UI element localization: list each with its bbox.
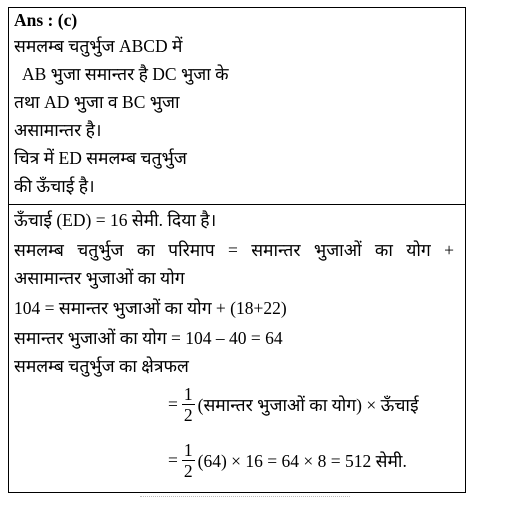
- perimeter-word: योग: [406, 240, 431, 260]
- perimeter-word: परिमाप: [168, 240, 215, 260]
- given-line-2: AB भुजा समान्तर है DC भुजा के: [22, 64, 229, 84]
- given-line-6: की ऊँचाई है।: [14, 176, 95, 196]
- half-fraction: [182, 384, 195, 425]
- perimeter-word: +: [444, 240, 454, 260]
- result-rest: (64) × 16 = 64 × 8 = 512 सेमी.: [197, 450, 407, 471]
- height-line: ऊँचाई (ED) = 16 सेमी. दिया है।: [14, 210, 217, 230]
- perimeter-word: चतुर्भुज: [77, 240, 124, 260]
- area-result: [168, 440, 407, 481]
- area-formula: [168, 384, 419, 425]
- fraction-numerator: 1: [183, 440, 193, 460]
- fraction-denominator: 2: [183, 405, 193, 425]
- perimeter-line-b: असामान्तर भुजाओं का योग: [14, 268, 185, 288]
- given-line-3: तथा AD भुजा व BC भुजा: [14, 92, 180, 112]
- perimeter-word: समान्तर: [251, 240, 301, 260]
- given-line-5: चित्र में ED समलम्ब चतुर्भुज: [14, 148, 187, 168]
- perimeter-word: का: [136, 240, 155, 260]
- sum-line: समान्तर भुजाओं का योग = 104 – 40 = 64: [14, 328, 283, 348]
- perimeter-word: का: [374, 240, 393, 260]
- scan-artifact: [140, 496, 350, 500]
- answer-header: Ans : (c): [14, 10, 78, 30]
- area-label: समलम्ब चतुर्भुज का क्षेत्रफल: [14, 356, 189, 376]
- perimeter-word: समलम्ब: [14, 240, 64, 260]
- perimeter-word: =: [228, 240, 238, 260]
- given-line-4: असामान्तर है।: [14, 120, 102, 140]
- formula-equals: =: [168, 394, 178, 414]
- equation-line: 104 = समान्तर भुजाओं का योग + (18+22): [14, 298, 287, 318]
- perimeter-line-a: [14, 240, 454, 260]
- given-line-1: समलम्ब चतुर्भुज ABCD में: [14, 36, 183, 56]
- formula-rest: (समान्तर भुजाओं का योग) × ऊँचाई: [197, 394, 419, 415]
- result-equals: =: [168, 450, 178, 470]
- perimeter-word: भुजाओं: [313, 240, 362, 260]
- half-fraction: [182, 440, 195, 481]
- fraction-numerator: 1: [183, 384, 193, 404]
- fraction-denominator: 2: [183, 461, 193, 481]
